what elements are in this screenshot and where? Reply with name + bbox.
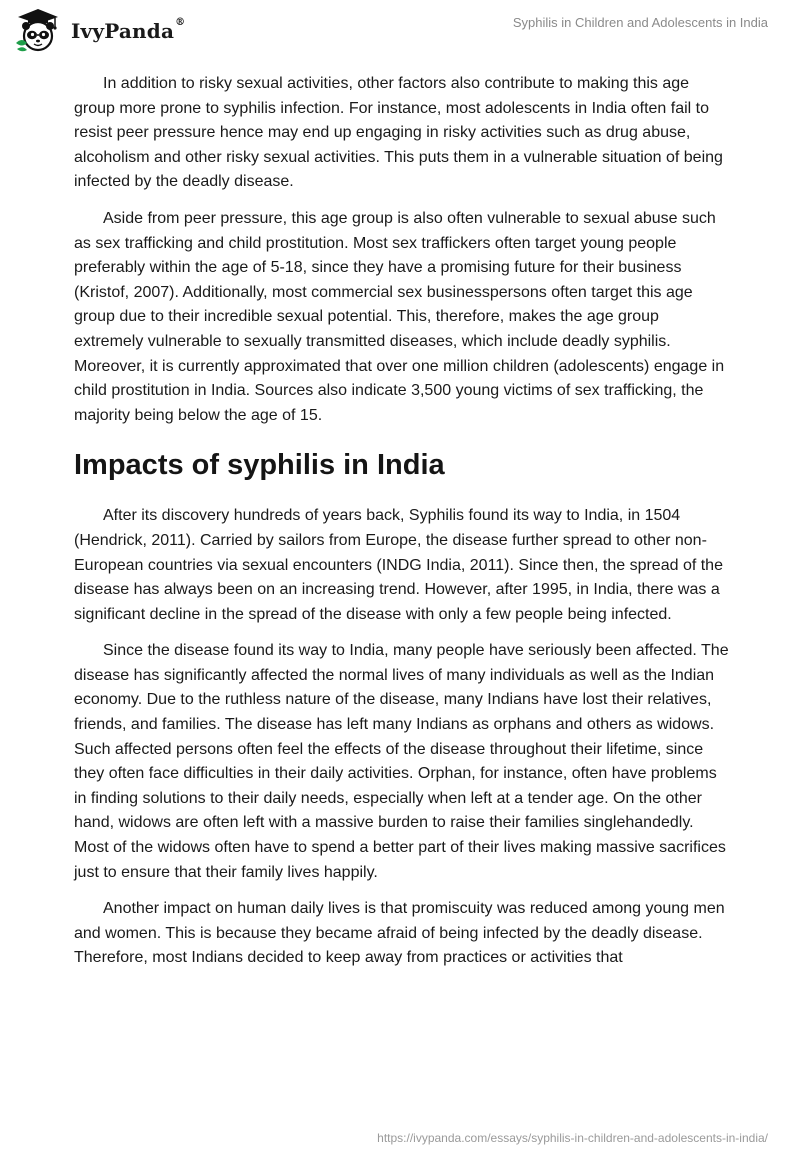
paragraph: Aside from peer pressure, this age group is also often vulnerable to sexual abuse such as sex trafficking and child prostitution. Most sex traffickers often target young people preferably within the age of 5-18, since they have a promising future for their business (Kristof, 2007). Additionally, most commercial sex businesspersons often target this age group due to their incredible sexual potential. This, therefore, makes the age group extremely vulnerable to sexually transmitted diseases, which include deadly syphilis. Moreover, it is currently approximated that over one million children (adolescents) engage in child prostitution in India. Sources also indicate 3,500 young victims of sex trafficking, the majority being below the age of 15. [74,209,725,424]
paragraph: Another impact on human daily lives is that promiscuity was reduced among young men and women. This is because they became afraid of being infected by the deadly disease. Therefore, most Indians decided to keep away from practices or activities that [74,900,725,967]
paragraph: Since the disease found its way to India, many people have seriously been affected. The disease has significantly affected the normal lives of many individuals as well as the Indian economy. Due to the ruthless nature of the disease, many Indians have lost their relatives, friends, and families. The disease has left many Indians as orphans and others as widows. Such affected persons often feel the effects of the disease throughout their lifetime, since they often face difficulties in their daily activities. Orphan, for instance, often have problems in finding solutions to their daily needs, especially when left at a tender age. On the other hand, widows are often left with a massive burden to raise their families singlehandedly. Most of the widows often have to spend a better part of their lives making massive sacrifices just to ensure that their family lives happily. [74,642,729,881]
brand-name: IvyPanda® [71,17,186,43]
paragraph: In addition to risky sexual activities, other factors also contribute to making this age group more prone to syphilis infection. For instance, most adolescents in India often fail to resist peer pressure hence may end up engaging in risky activities such as drug abuse, alcoholism and other risky sexual activities. This puts them in a vulnerable situation of being infected by the deadly disease. [74,75,723,191]
document-title: Syphilis in Children and Adolescents in India [512,15,768,30]
essay-body [74,72,730,983]
paragraph: After its discovery hundreds of years back, Syphilis found its way to India, in 1504 (Hendrick, 2011). Carried by sailors from Europe, the disease further spread to other non-European countries via sexual encounters (INDG India, 2011). Since then, the spread of the disease has always been on an increasing trend. However, after 1995, in India, there was a significant decline in the spread of the disease with only a few people being infected. [74,507,723,623]
source-url-link[interactable]: https://ivypanda.com/essays/syphilis-in-children-and-adolescents-in-india/ [377,1131,768,1145]
panda-logo-icon [14,7,62,53]
brand-logo[interactable] [14,7,185,53]
brand-registered-mark: ® [175,17,186,28]
page-header [0,0,800,60]
section-heading: Impacts of syphilis in India [74,449,445,482]
